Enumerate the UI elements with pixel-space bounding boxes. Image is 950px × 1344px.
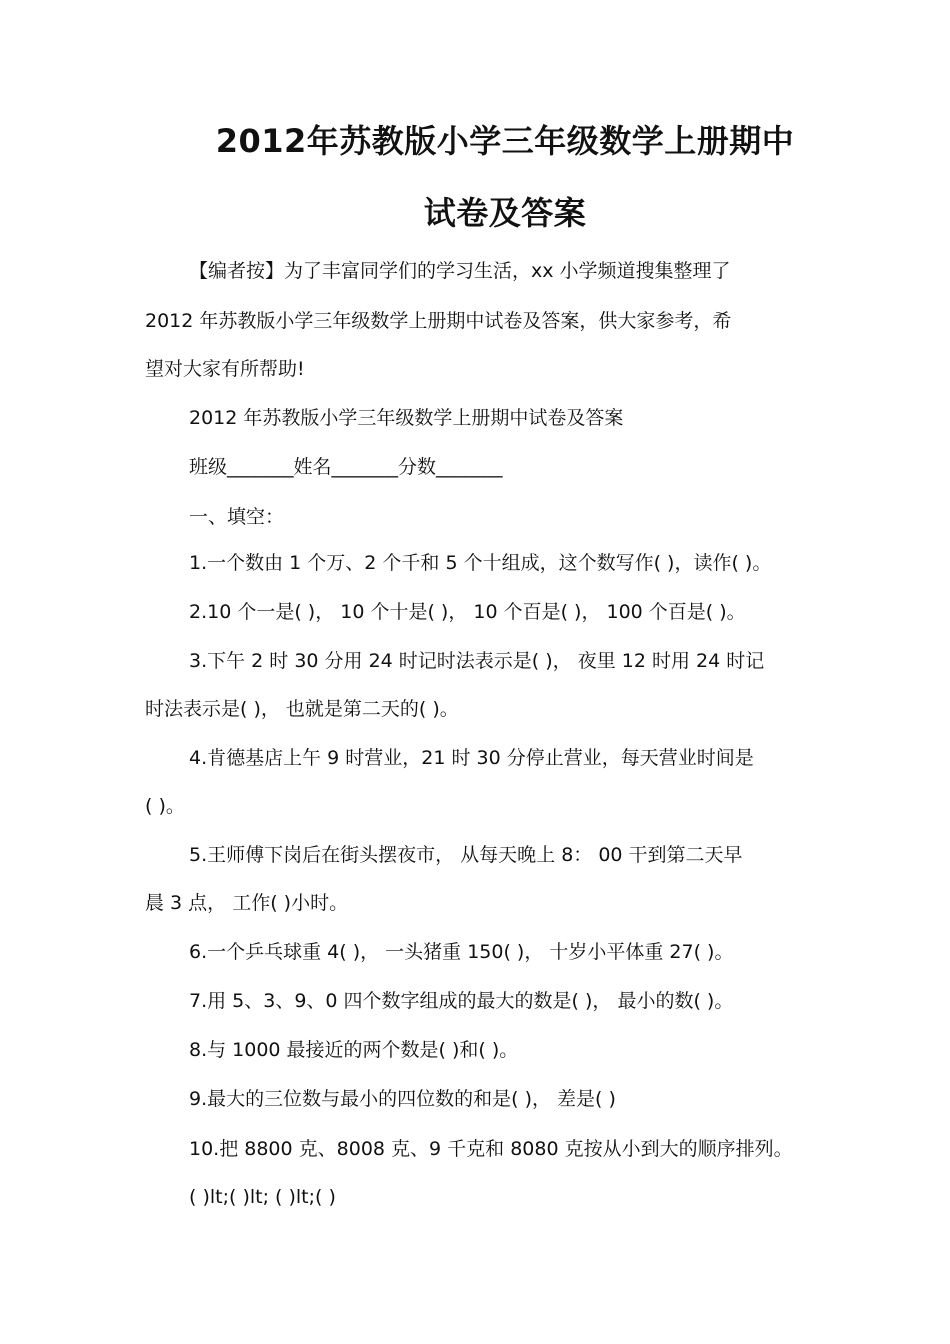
question-4-line-2: ( )。 <box>145 795 185 817</box>
document-title-line-1: 2012年苏教版小学三年级数学上册期中 <box>215 122 795 160</box>
question-6: 6.一个乒乓球重 4( )， 一头猪重 150( )， 十岁小平体重 27( )。 <box>189 941 734 963</box>
document-title-line-2: 试卷及答案 <box>423 194 587 232</box>
question-5-line-2: 晨 3 点， 工作( )小时。 <box>145 892 349 914</box>
question-10-line-1: 10.把 8800 克、8008 克、9 千克和 8080 克按从小到大的顺序排列。 <box>189 1138 793 1160</box>
intro-line-1: 【编者按】为了丰富同学们的学习生活，xx 小学频道搜集整理了 <box>189 260 731 282</box>
subtitle: 2012 年苏教版小学三年级数学上册期中试卷及答案 <box>189 407 624 429</box>
question-3-line-1: 3.下午 2 时 30 分用 24 时记时法表示是( )， 夜里 12 时用 24 时记 <box>189 650 765 672</box>
intro-line-2: 2012 年苏教版小学三年级数学上册期中试卷及答案，供大家参考，希 <box>145 310 732 332</box>
question-10-line-2: ( )lt;( )lt; ( )lt;( ) <box>189 1186 336 1208</box>
question-2: 2.10 个一是( )， 10 个十是( )， 10 个百是( )， 100 个百是( )。 <box>189 601 746 623</box>
question-1: 1.一个数由 1 个万、2 个千和 5 个十组成，这个数写作( )，读作( )。 <box>189 552 772 574</box>
info-fields: 班级_______姓名_______分数_______ <box>189 456 503 478</box>
question-3-line-2: 时法表示是( )， 也就是第二天的( )。 <box>145 698 459 720</box>
question-5-line-1: 5.王师傅下岗后在街头摆夜市， 从每天晚上 8： 00 干到第二天早 <box>189 844 743 866</box>
section-heading: 一、填空： <box>189 506 285 528</box>
question-7: 7.用 5、3、9、0 四个数字组成的最大的数是( )， 最小的数( )。 <box>189 990 734 1012</box>
question-4-line-1: 4.肯德基店上午 9 时营业，21 时 30 分停止营业，每天营业时间是 <box>189 747 754 769</box>
intro-line-3: 望对大家有所帮助! <box>145 358 305 380</box>
question-9: 9.最大的三位数与最小的四位数的和是( )， 差是( ) <box>189 1088 616 1110</box>
question-8: 8.与 1000 最接近的两个数是( )和( )。 <box>189 1039 519 1061</box>
